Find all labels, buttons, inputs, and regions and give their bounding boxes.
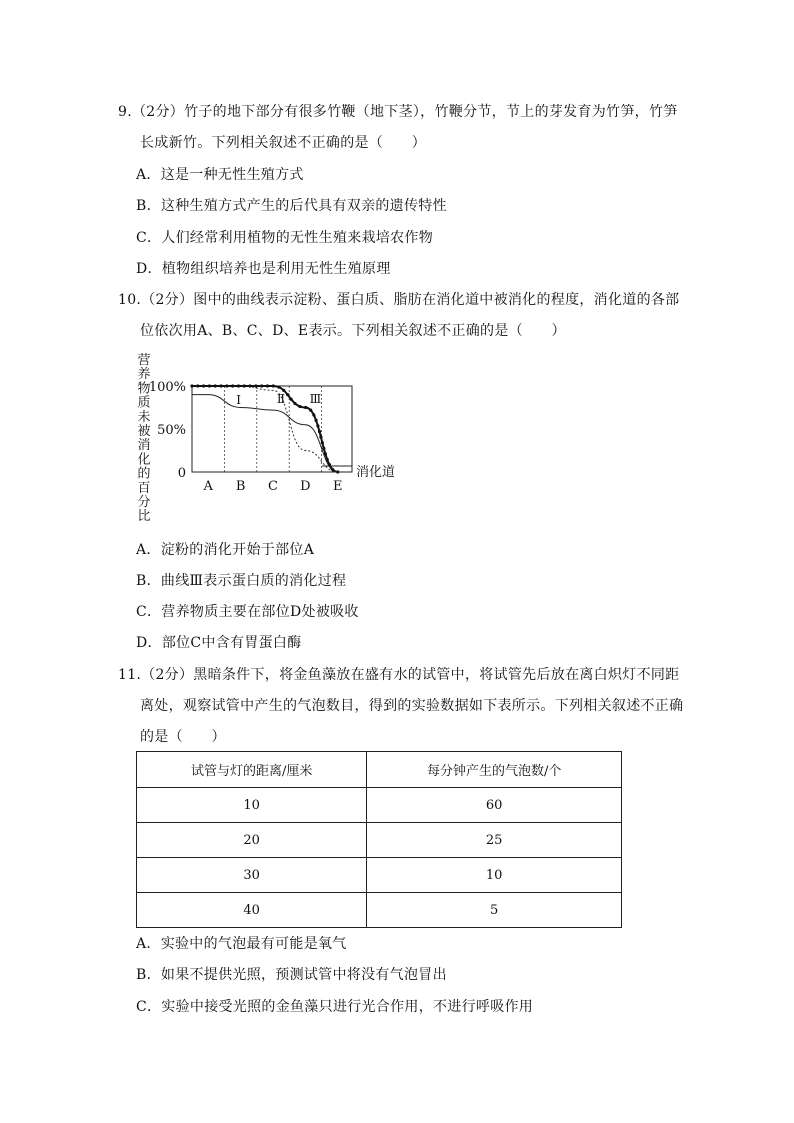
q10-option-d: D．部位C中含有胃蛋白酶 (136, 635, 302, 651)
table-header-distance: 试管与灯的距离/厘米 (137, 752, 367, 788)
q10-option-b: B．曲线Ⅲ表示蛋白质的消化过程 (136, 573, 347, 589)
experiment-table (136, 751, 622, 928)
table-cell: 60 (367, 788, 622, 823)
y-tick-label: 50% (157, 423, 186, 438)
table-cell: 10 (137, 788, 367, 823)
x-tick-label: E (333, 479, 343, 494)
curve-3-point (326, 458, 329, 461)
curve-label: Ⅱ (276, 392, 286, 406)
y-label-char: 被 (137, 424, 151, 439)
curve-3-point (202, 384, 205, 387)
y-label-char: 物 (137, 381, 151, 397)
curve-3-point (322, 447, 325, 450)
y-label-char: 质 (137, 395, 151, 411)
q9-option-d: D．植物组织培养也是利用无性生殖原理 (136, 261, 391, 277)
curve-label: Ⅲ (309, 392, 322, 406)
curve-3-point (266, 384, 269, 387)
curve-3-point (248, 384, 251, 387)
x-tick-label: A (203, 479, 213, 494)
curve-3-point (214, 384, 217, 387)
q9-stem-line2: 长成新竹。下列相关叙述不正确的是（ ） (140, 135, 426, 151)
q10-option-c: C．营养物质主要在部位D处被吸收 (136, 604, 359, 620)
curve-3-point (321, 441, 324, 444)
curve-3-point (304, 406, 307, 409)
curve-3-point (196, 384, 199, 387)
table-header-row (137, 752, 622, 788)
table-cell: 20 (137, 823, 367, 858)
x-tick-label: D (300, 479, 311, 494)
table-cell: 30 (137, 858, 367, 893)
q9-option-c: C．人们经常利用植物的无性生殖来栽培农作物 (136, 230, 434, 246)
q11-stem-line3: 的是（ ） (140, 729, 226, 745)
curve-3-point (219, 384, 222, 387)
curve-3-point (319, 435, 322, 438)
curve-labels (236, 392, 321, 407)
curve-3-point (331, 468, 334, 471)
q10-stem-line1: 10.（2分）图中的曲线表示淀粉、蛋白质、脂肪在消化道中被消化的程度，消化道的各部 (118, 292, 680, 308)
table-cell: 10 (367, 858, 622, 893)
curve-3-point (231, 384, 234, 387)
y-label-char: 未 (137, 409, 151, 425)
q11-option-a: A．实验中的气泡最有可能是氧气 (136, 936, 347, 952)
curve-3-point (314, 419, 317, 422)
curve-3-point (243, 384, 246, 387)
table-cell: 25 (367, 823, 622, 858)
curve-3-point (316, 424, 319, 427)
digestion-chart (130, 350, 420, 530)
curve-3-point (260, 384, 263, 387)
curve-3-point (208, 384, 211, 387)
curve-3-point (318, 430, 321, 433)
table-row (137, 788, 622, 823)
y-label-char: 消 (137, 438, 151, 454)
y-axis-label (137, 353, 150, 524)
y-label-char: 的 (137, 466, 151, 482)
table-cell: 5 (367, 893, 622, 928)
q9-option-b: B．这种生殖方式产生的后代具有双亲的遗传特性 (136, 198, 447, 214)
curve-3-point (272, 384, 275, 387)
y-label-char: 营 (137, 353, 151, 368)
table-header-bubbles: 每分钟产生的气泡数/个 (367, 752, 622, 788)
table-cell: 40 (137, 893, 367, 928)
curve-3-point (298, 405, 301, 408)
q9-stem-line1: 9.（2分）竹子的地下部分有很多竹鞭（地下茎），竹鞭分节，节上的芽发育为竹笋，竹笋 (118, 104, 678, 120)
table-row (137, 823, 622, 858)
curve-3-point (324, 452, 327, 455)
q9-option-a: A．这是一种无性生殖方式 (136, 167, 304, 183)
x-tick-label: C (268, 479, 278, 494)
table-row (137, 893, 622, 928)
curve-3-point (277, 386, 280, 389)
y-label-char: 养 (137, 367, 151, 383)
y-tick-label: 0 (177, 466, 186, 481)
y-label-char: 比 (137, 509, 151, 525)
curve-3-point (237, 384, 240, 387)
q11-option-c: C．实验中接受光照的金鱼藻只进行光合作用，不进行呼吸作用 (136, 999, 534, 1015)
curve-3-point (309, 409, 312, 412)
curve-3-point (254, 384, 257, 387)
q11-stem-line1: 11.（2分）黑暗条件下，将金鱼藻放在盛有水的试管中，将试管先后放在离白炽灯不同距 (118, 667, 680, 683)
q11-stem-line2: 离处，观察试管中产生的气泡数目，得到的实验数据如下表所示。下列相关叙述不正确 (140, 698, 684, 714)
curve-3-point (290, 398, 293, 401)
y-label-char: 百 (137, 480, 151, 496)
y-label-char: 化 (137, 452, 151, 468)
q11-option-b: B．如果不提供光照，预测试管中将没有气泡冒出 (136, 967, 447, 983)
y-tick-label: 100% (148, 380, 186, 395)
curve-3-point (286, 393, 289, 396)
y-axis-ticks (149, 380, 186, 481)
q10-option-a: A．淀粉的消化开始于部位A (136, 542, 315, 558)
curve-3-point (293, 402, 296, 405)
x-axis-ticks (203, 479, 343, 494)
q10-stem-line2: 位依次用A、B、C、D、E表示。下列相关叙述不正确的是（ ） (140, 323, 566, 339)
curve-3-point (190, 384, 193, 387)
curve-3-point (312, 413, 315, 416)
curve-label: Ⅰ (236, 393, 241, 407)
curve-1 (192, 395, 338, 472)
curve-3-point (225, 384, 228, 387)
table-row (137, 858, 622, 893)
x-tick-label: B (235, 479, 246, 494)
x-axis-label: 消化道 (356, 465, 396, 480)
y-label-char: 分 (137, 495, 151, 510)
